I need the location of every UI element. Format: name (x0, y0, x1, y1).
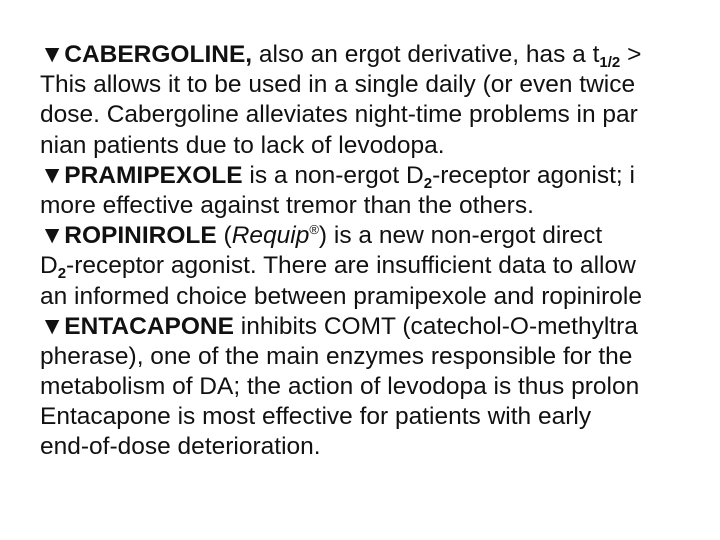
paragraph-cabergoline (40, 40, 720, 161)
text-fragment: is a non-ergot D (242, 161, 424, 189)
text-line (40, 221, 720, 251)
text-line (40, 251, 720, 281)
trade-name-requip: Requip (231, 222, 310, 250)
text-line (40, 161, 720, 191)
text-line: pherase), one of the main enzymes responsible for the (40, 342, 633, 370)
subscript-receptor: 2 (57, 265, 67, 283)
text-fragment: -receptor agonist. There are insufficient data to allow (66, 252, 636, 280)
text-line: metabolism of DA; the action of levodopa is thus prolon (40, 373, 640, 401)
text-fragment: ) is a new non-ergot direct (318, 222, 603, 250)
text-fragment: > (620, 41, 642, 68)
drug-name-entacapone: ENTACAPONE (64, 312, 234, 340)
paragraph-pramipexole (40, 161, 720, 221)
subscript-receptor: 2 (423, 174, 433, 192)
text-line: Entacapone is most effective for patients with early (40, 403, 592, 431)
text-line: dose. Cabergoline alleviates night-time problems in par (40, 101, 638, 129)
text-line: This allows it to be used in a single daily (or even twice (40, 71, 636, 99)
paragraph-ropinirole (40, 221, 720, 312)
comma: , (245, 41, 253, 68)
bullet-triangle-icon: ▼ (40, 41, 65, 68)
text-fragment: inhibits COMT (catechol-O-methyltra (233, 312, 638, 340)
text-line: end-of-dose deterioration. (40, 433, 321, 461)
text-line (40, 312, 720, 342)
slide-text-body (40, 40, 720, 463)
paragraph-entacapone (40, 312, 720, 463)
drug-name-cabergoline: CABERGOLINE (64, 41, 246, 68)
text-fragment: ( (216, 222, 232, 250)
bullet-triangle-icon: ▼ (40, 312, 65, 340)
bullet-triangle-icon: ▼ (40, 161, 65, 189)
text-line (40, 40, 720, 70)
text-fragment: -receptor agonist; i (432, 161, 635, 189)
text-line: nian patients due to lack of levodopa. (40, 131, 445, 159)
text-fragment: also an ergot derivative, has a t (252, 41, 600, 68)
drug-name-ropinirole: ROPINIROLE (64, 222, 217, 250)
text-line: more effective against tremor than the others. (40, 191, 534, 219)
drug-name-pramipexole: PRAMIPEXOLE (64, 161, 243, 189)
subscript-half-life: 1/2 (599, 54, 621, 71)
text-line: an informed choice between pramipexole and ropinirole (40, 282, 642, 310)
text-fragment: D (40, 252, 58, 280)
registered-mark: ® (309, 222, 319, 238)
bullet-triangle-icon: ▼ (40, 222, 65, 250)
